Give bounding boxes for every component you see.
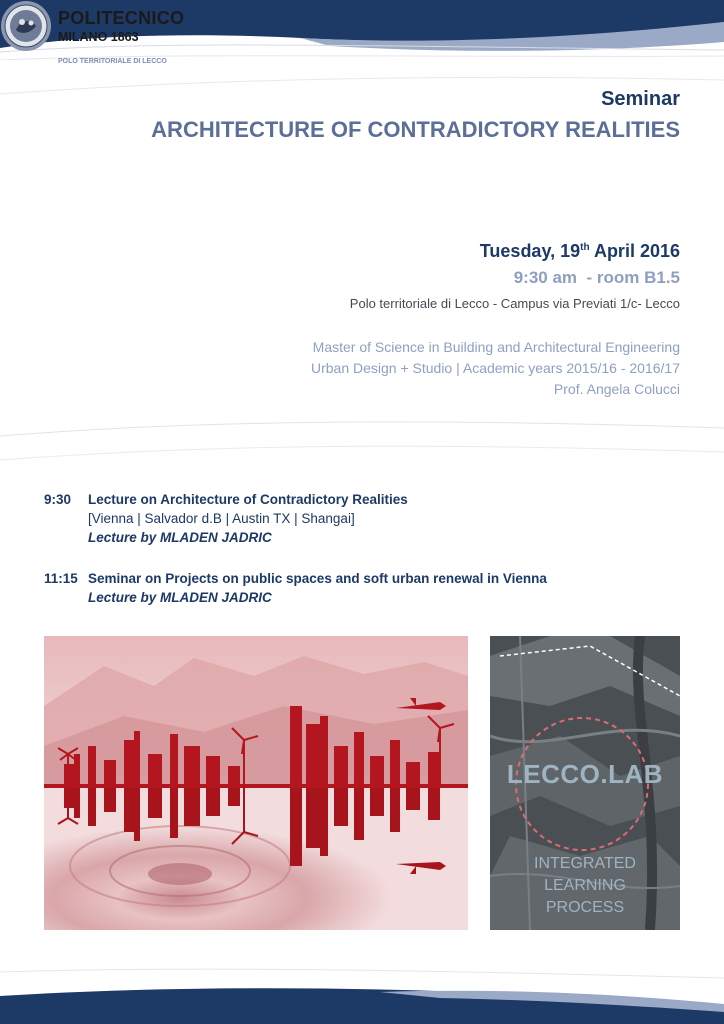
logo-subtitle: MILANO 1863: [58, 30, 139, 44]
lab-tag-line: INTEGRATED: [534, 855, 636, 872]
contradictory-city-image: [44, 636, 468, 930]
event-date: Tuesday, 19th April 2016: [479, 241, 680, 261]
schedule-speaker: Lecture by MLADEN JADRIC: [88, 590, 272, 605]
program-line-3: Prof. Angela Colucci: [553, 381, 680, 397]
seminar-title: ARCHITECTURE OF CONTRADICTORY REALITIES: [151, 117, 680, 142]
schedule-time: 9:30: [44, 492, 72, 507]
schedule-title: Lecture on Architecture of Contradictory Realities: [88, 492, 408, 507]
logo-name: POLITECNICO: [58, 8, 185, 28]
event-venue: Polo territoriale di Lecco - Campus via Previati 1/c- Lecco: [349, 296, 680, 311]
lecco-lab-title: LECCO.LAB: [506, 759, 664, 789]
schedule-title: Seminar on Projects on public spaces and soft urban renewal in Vienna: [88, 571, 547, 586]
lab-tag-line: LEARNING: [544, 877, 626, 894]
lab-tag-line: PROCESS: [545, 899, 625, 916]
seminar-label: Seminar: [601, 88, 680, 110]
bottom-wave-decoration: [0, 964, 724, 1024]
logo-campus: POLO TERRITORIALE DI LECCO: [58, 58, 167, 65]
program-info: [311, 337, 680, 400]
politecnico-seal-icon: [0, 0, 52, 52]
program-line-1: Master of Science in Building and Architectural Engineering: [312, 339, 680, 355]
program-line-2: Urban Design + Studio | Academic years 2015/16 - 2016/17: [310, 360, 680, 376]
schedule-subtitle: [Vienna | Salvador d.B | Austin TX | Shangai]: [88, 511, 355, 526]
divider-lines: [0, 400, 724, 470]
event-time: 9:30 am - room B1.5: [513, 268, 680, 287]
schedule-speaker: Lecture by MLADEN JADRIC: [88, 530, 272, 545]
lecco-lab-tagline: [490, 853, 680, 919]
schedule-time: 11:15: [44, 571, 78, 586]
